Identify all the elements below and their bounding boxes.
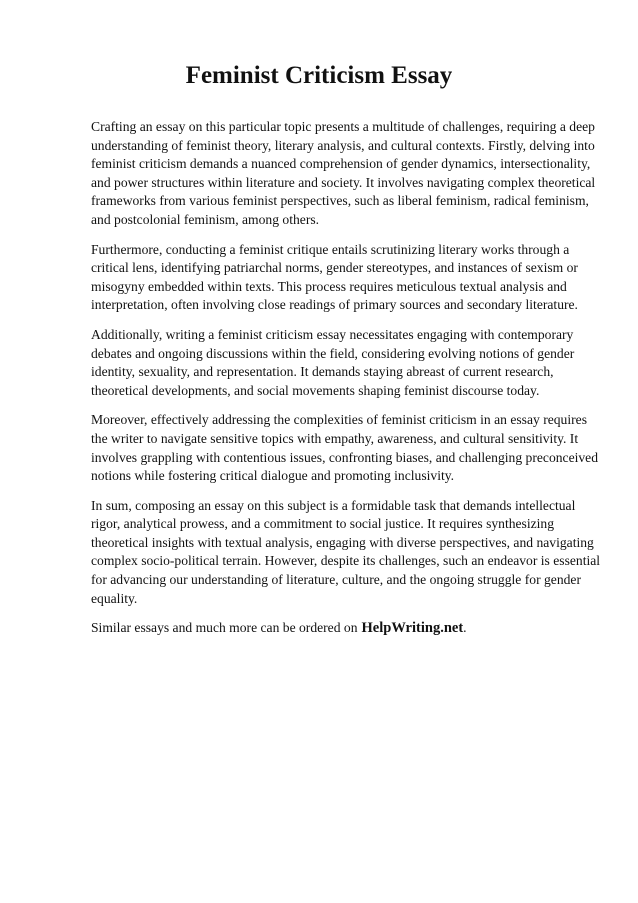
footer-suffix: .	[463, 620, 467, 636]
paragraph-3: Additionally, writing a feminist criticism essay necessitates engaging with contemporary debates and ongoing discussions within the field, considering evolving notions of gender identity, sexuality, and representation. It demands staying abreast of current research, theoretical developments, and social movements shaping feminist discourse today.	[91, 326, 575, 398]
helpwriting-link[interactable]: HelpWriting.net	[361, 620, 464, 637]
document-body	[91, 118, 605, 638]
paragraph-1: Crafting an essay on this particular topic presents a multitude of challenges, requiring a deep understanding of feminist theory, literary analysis, and cultural contexts. Firstly, delving into feminist criticism demands a nuanced comprehension of gender dynamics, intersectionality, and power structures within literature and society. It involves navigating complex theoretical frameworks from various feminist perspectives, such as liberal feminism, radical feminism, and postcolonial feminism, among others.	[91, 119, 596, 227]
paragraph-5: In sum, composing an essay on this subject is a formidable task that demands intellectual rigor, analytical prowess, and a commitment to social justice. It requires synthesizing theoretical insights with textual analysis, engaging with diverse perspectives, and navigating complex socio-political terrain. However, despite its challenges, such an endeavor is essential for advancing our understanding of literature, culture, and the ongoing struggle for gender equality.	[91, 497, 601, 606]
paragraph-2: Furthermore, conducting a feminist critique entails scrutinizing literary works through a critical lens, identifying patriarchal norms, gender stereotypes, and instances of sexism or misogyny embedded within texts. This process requires meticulous textual analysis and interpretation, often involving close readings of primary sources and secondary literature.	[91, 241, 578, 313]
footer-line	[91, 619, 605, 638]
paragraph-4: Moreover, effectively addressing the complexities of feminist criticism in an essay requires the writer to navigate sensitive topics with empathy, awareness, and cultural sensitivity. It involves grappling with contentious issues, confronting biases, and challenging preconceived notions while fostering critical dialogue and promoting inclusivity.	[91, 412, 599, 484]
footer-prefix: Similar essays and much more can be ordered on	[91, 620, 358, 636]
document-title: Feminist Criticism Essay	[185, 62, 453, 89]
